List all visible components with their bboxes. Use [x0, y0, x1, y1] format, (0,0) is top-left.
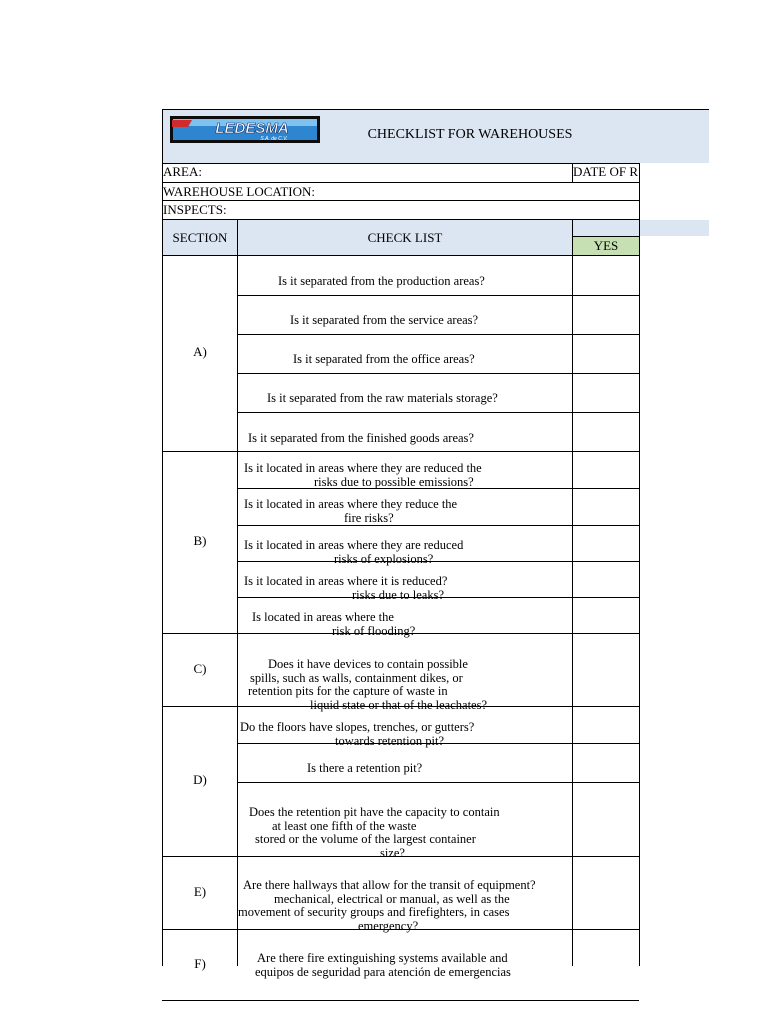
question-line: Is there a retention pit?	[307, 761, 423, 775]
question-line: Is it separated from the office areas?	[293, 352, 475, 366]
yes-answer-cell[interactable]	[573, 335, 639, 373]
question-line: towards retention pit?	[335, 733, 444, 748]
answer-header-band	[572, 220, 709, 236]
yes-answer-cell[interactable]	[573, 413, 639, 451]
yes-answer-cell[interactable]	[573, 634, 639, 706]
yes-answer-cell[interactable]	[573, 783, 639, 856]
question-line: Does it have devices to contain possible	[268, 657, 468, 671]
question-line: Does the retention pit have the capacity to contain	[249, 805, 500, 819]
yes-answer-cell[interactable]	[573, 930, 639, 1000]
grid-line	[572, 236, 639, 237]
checklist-question	[238, 952, 572, 979]
checklist-question	[238, 762, 572, 776]
yes-answer-cell[interactable]	[573, 598, 639, 633]
header-top-border	[162, 109, 709, 110]
question-line: Is located in areas where the	[252, 610, 394, 624]
section-label: F)	[194, 956, 206, 971]
table-right-border	[639, 163, 640, 966]
yes-answer-cell[interactable]	[573, 489, 639, 525]
grid-line	[162, 219, 639, 220]
grid-line	[572, 163, 573, 183]
section-column-header: SECTION	[163, 220, 237, 255]
question-line: emergency?	[358, 918, 419, 933]
checklist-question	[238, 462, 572, 489]
checklist-question	[238, 575, 572, 602]
yes-answer-cell[interactable]	[573, 526, 639, 561]
question-line: liquid state or that of the leachates?	[310, 697, 488, 712]
warehouse-location-label: WAREHOUSE LOCATION:	[163, 184, 316, 199]
question-line: Is it separated from the production areas?	[278, 274, 485, 288]
question-line: risks due to possible emissions?	[314, 474, 474, 489]
question-line: movement of security groups and firefighters, in cases	[238, 905, 510, 920]
yes-answer-cell[interactable]	[573, 374, 639, 412]
checklist-question	[238, 432, 572, 446]
yes-answer-cell[interactable]	[573, 296, 639, 334]
question-line: risks of explosions?	[334, 551, 434, 566]
question-line: Are there hallways that allow for the transit of equipment?	[243, 878, 536, 892]
yes-answer-cell[interactable]	[573, 256, 639, 295]
checklist-question	[238, 658, 572, 712]
question-line: Is it separated from the finished goods areas?	[248, 431, 474, 445]
svg-text:LEDESMA: LEDESMA	[215, 120, 289, 137]
section-label: C)	[193, 660, 207, 676]
checklist-question	[238, 721, 572, 748]
question-line: mechanical, electrical or manual, as well as the	[274, 891, 510, 906]
section-label: B)	[193, 533, 207, 548]
yes-answer-cell[interactable]	[573, 452, 639, 488]
question-line: Is it located in areas where they are reduced	[244, 538, 464, 552]
question-line: retention pits for the capture of waste in	[248, 684, 448, 699]
question-line: Do the floors have slopes, trenches, or gutters?	[240, 720, 475, 734]
area-label: AREA:	[163, 164, 202, 179]
section-label: D)	[193, 772, 207, 787]
grid-line	[162, 200, 639, 201]
grid-line	[162, 182, 639, 183]
yes-answer-cell[interactable]	[573, 707, 639, 743]
date-label: DATE OF R	[573, 164, 639, 179]
checklist-question	[238, 275, 572, 289]
yes-answer-cell[interactable]	[573, 562, 639, 597]
question-line: Are there fire extinguishing systems available and	[257, 951, 508, 965]
grid-line	[162, 451, 639, 452]
grid-line	[162, 255, 639, 256]
svg-text:S.A. de C.V.: S.A. de C.V.	[260, 136, 288, 142]
inspects-label: INSPECTS:	[163, 202, 227, 217]
grid-line	[162, 1000, 639, 1001]
checklist-question	[238, 392, 572, 406]
document-title: CHECKLIST FOR WAREHOUSES	[367, 127, 573, 142]
grid-line	[162, 163, 639, 164]
yes-answer-cell[interactable]	[573, 857, 639, 929]
yes-answer-cell[interactable]	[573, 744, 639, 782]
checklist-question	[238, 353, 572, 367]
section-label: A)	[193, 344, 207, 359]
question-line: stored or the volume of the largest container	[255, 832, 476, 847]
checklist-question	[238, 498, 572, 525]
question-line: size?	[380, 845, 405, 860]
question-line: Is it located in areas where they reduce the	[244, 497, 458, 511]
question-line: at least one fifth of the waste	[272, 818, 417, 833]
checklist-question	[238, 806, 572, 860]
question-line: Is it separated from the service areas?	[290, 313, 479, 327]
question-line: risks due to leaks?	[352, 587, 444, 602]
section-label: E)	[193, 883, 207, 899]
question-line: Is it separated from the raw materials storage?	[267, 391, 498, 405]
ledesma-logo	[170, 116, 320, 143]
checklist-column-header: CHECK LIST	[238, 220, 572, 255]
checklist-question	[238, 611, 572, 638]
question-line: Is it located in areas where they are reduced the	[244, 461, 482, 475]
question-line: equipos de seguridad para atención de emergencias	[255, 964, 511, 979]
checklist-question	[238, 539, 572, 566]
question-line: Is it located in areas where it is reduced?	[244, 574, 448, 588]
checklist-question	[238, 314, 572, 328]
question-line: risk of flooding?	[332, 623, 416, 638]
question-line: fire risks?	[344, 510, 394, 525]
question-line: spills, such as walls, containment dikes, or	[250, 670, 463, 685]
yes-column-header: YES	[573, 237, 639, 255]
checklist-question	[238, 879, 572, 933]
